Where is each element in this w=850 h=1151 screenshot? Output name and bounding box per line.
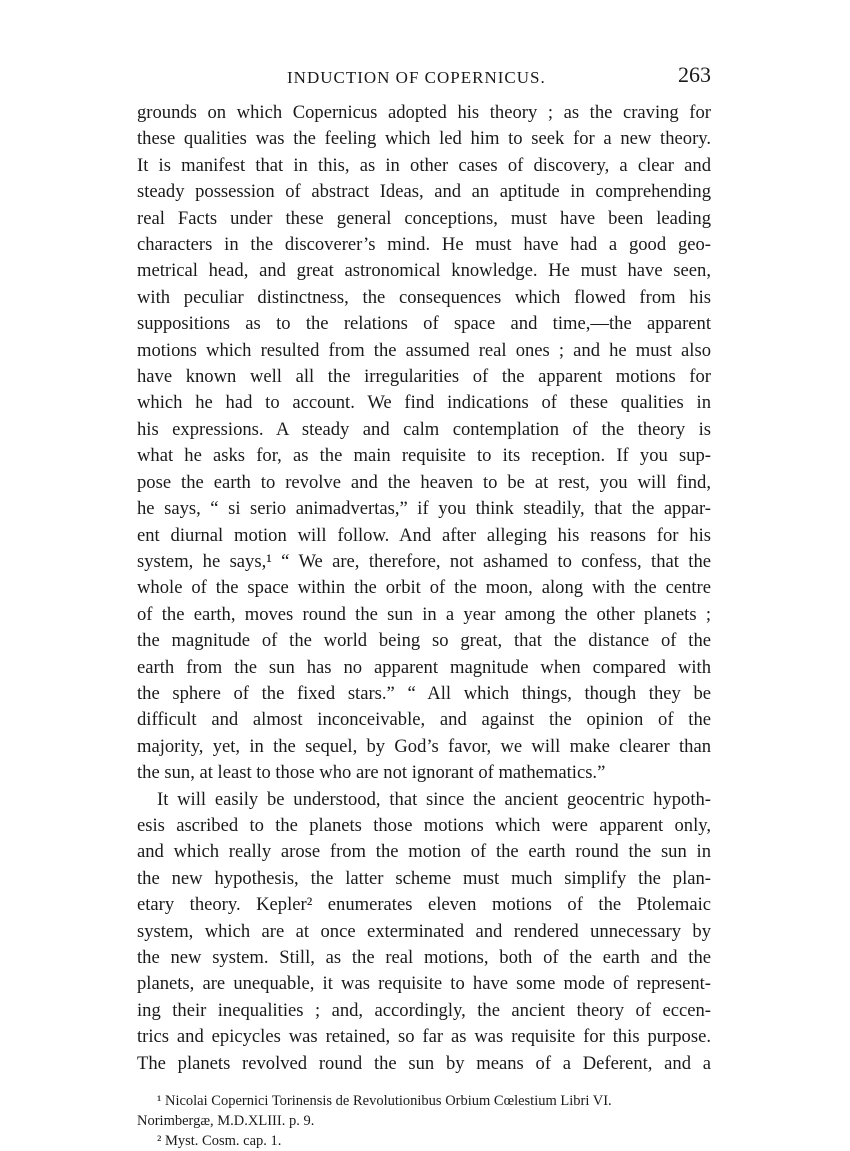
text-line: suppositions as to the relations of space and time,—the apparent: [137, 313, 711, 335]
text-line: motions which resulted from the assumed real ones ; and he must also: [137, 339, 711, 361]
footnote-1: ¹ Nicolai Copernici Torinensis de Revolutionibus Orbium Cœlestium Libri VI.: [157, 1093, 612, 1110]
text-line: the sphere of the fixed stars.” “ All which things, though they be: [137, 682, 711, 704]
text-line: and which really arose from the motion of the earth round the sun in: [137, 841, 711, 863]
text-line: etary theory. Kepler² enumerates eleven motions of the Ptolemaic: [137, 894, 711, 916]
text-line: the magnitude of the world being so great, that the distance of the: [137, 630, 711, 652]
text-line: characters in the discoverer’s mind. He must have had a good geo-: [137, 234, 711, 256]
running-title: INDUCTION OF COPERNICUS.: [287, 68, 546, 87]
page-number: 263: [678, 62, 711, 87]
text-line: what he asks for, as the main requisite to its reception. If you sup-: [137, 445, 711, 467]
text-line: which he had to account. We find indications of these qualities in: [137, 392, 711, 414]
text-line: ent diurnal motion will follow. And after alleging his reasons for his: [137, 524, 711, 546]
text-line: his expressions. A steady and calm contemplation of the theory is: [137, 418, 711, 440]
body-text: [137, 100, 711, 1077]
text-line: earth from the sun has no apparent magnitude when compared with: [137, 656, 711, 678]
text-line: the new system. Still, as the real motions, both of the earth and the: [137, 947, 711, 968]
running-head: [137, 58, 711, 92]
footnotes: [137, 1091, 711, 1151]
text-line: these qualities was the feeling which led him to seek for a new theory.: [137, 128, 711, 150]
footnote-1-continued: Norimbergæ, M.D.XLIII. p. 9.: [137, 1113, 315, 1130]
text-line: planets, are unequable, it was requisite to have some mode of represent-: [137, 973, 711, 995]
text-line: whole of the space within the orbit of the moon, along with the centre: [137, 577, 711, 599]
text-line: It is manifest that in this, as in other cases of discovery, a clear and: [137, 154, 711, 176]
text-line: metrical head, and great astronomical knowledge. He must have seen,: [137, 260, 711, 282]
text-line: difficult and almost inconceivable, and against the opinion of the: [137, 709, 711, 731]
text-line: the new hypothesis, the latter scheme must much simplify the plan-: [137, 867, 711, 889]
text-line: the sun, at least to those who are not ignorant of mathematics.”: [137, 762, 606, 784]
text-line: esis ascribed to the planets those motions which were apparent only,: [137, 814, 711, 836]
text-line: he says, “ si serio animadvertas,” if you think steadily, that the appar-: [137, 498, 711, 520]
text-line: grounds on which Copernicus adopted his theory ; as the craving for: [137, 102, 711, 123]
text-line: steady possession of abstract Ideas, and an aptitude in comprehending: [137, 181, 711, 203]
text-line: trics and epicycles was retained, so far as was requisite for this purpose.: [137, 1026, 711, 1048]
page: [137, 58, 711, 1151]
text-line: majority, yet, in the sequel, by God’s favor, we will make clearer than: [137, 735, 711, 757]
text-line: of the earth, moves round the sun in a year among the other planets ;: [137, 603, 711, 625]
text-line: system, which are at once exterminated and rendered unnecessary by: [137, 920, 711, 942]
text-line: pose the earth to revolve and the heaven to be at rest, you will find,: [137, 471, 711, 493]
text-line: The planets revolved round the sun by means of a Deferent, and a: [137, 1052, 711, 1074]
text-line: real Facts under these general conceptions, must have been leading: [137, 207, 711, 229]
footnote-2: ² Myst. Cosm. cap. 1.: [157, 1133, 282, 1150]
text-line: with peculiar distinctness, the consequences which flowed from his: [137, 286, 711, 308]
text-line: have known well all the irregularities of the apparent motions for: [137, 366, 711, 388]
text-line: system, he says,¹ “ We are, therefore, not ashamed to confess, that the: [137, 550, 711, 572]
text-line: It will easily be understood, that since the ancient geocentric hypoth-: [157, 788, 711, 810]
text-line: ing their inequalities ; and, accordingly, the ancient theory of eccen-: [137, 999, 711, 1021]
